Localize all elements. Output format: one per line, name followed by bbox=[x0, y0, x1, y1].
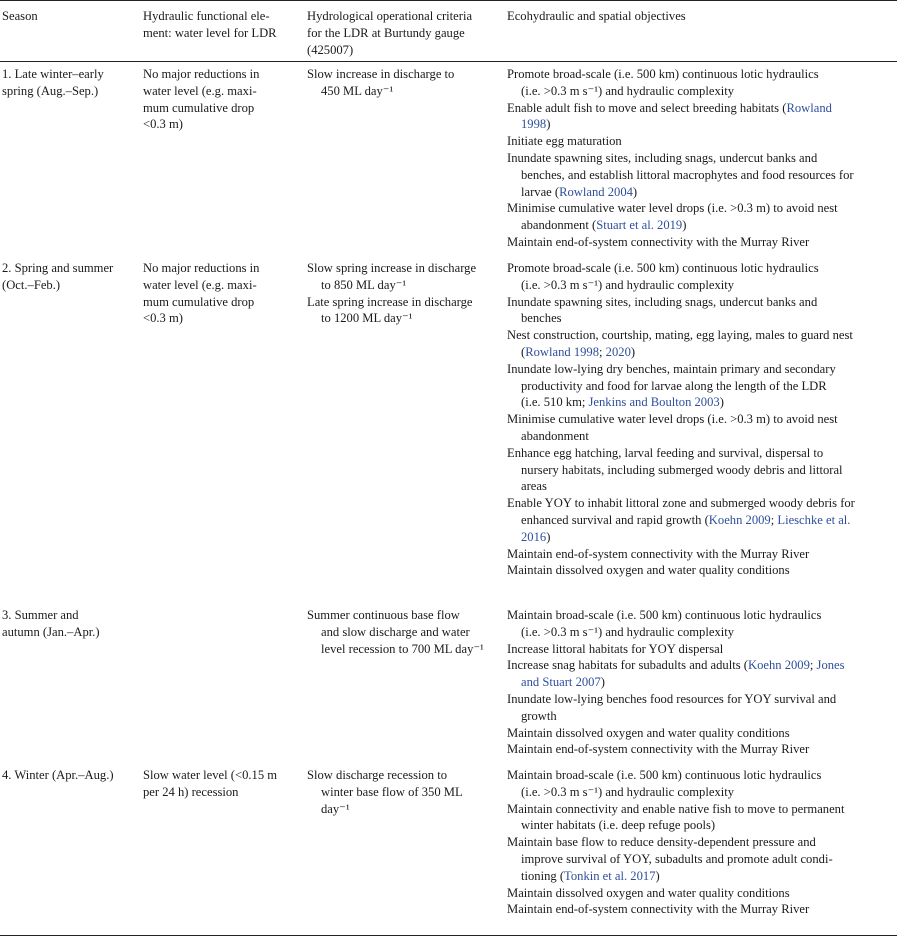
objective-item bbox=[507, 767, 897, 801]
objective-line: Minimise cumulative water level drops (i.e. >0.3 m) to avoid nest bbox=[507, 201, 838, 216]
objective-item bbox=[507, 901, 897, 918]
hydraulic-line: mum cumulative drop bbox=[143, 100, 255, 115]
objective-item bbox=[507, 725, 897, 742]
objective-line: (i.e. >0.3 m s⁻¹) and hydraulic complexity bbox=[521, 624, 735, 639]
objective-line: Maintain broad-scale (i.e. 500 km) continuous lotic hydraulics bbox=[507, 608, 822, 622]
objective-line: (Rowland 1998; 2020) bbox=[521, 344, 636, 359]
objective-line: (i.e. >0.3 m s⁻¹) and hydraulic complexity bbox=[521, 784, 735, 799]
objective-line: abandonment bbox=[521, 428, 589, 443]
hydraulic-cell bbox=[143, 66, 301, 133]
hydraulic-cell bbox=[143, 767, 301, 801]
objective-line: Maintain end-of-system connectivity with the Murray River bbox=[507, 546, 810, 561]
hydraulic-line: water level (e.g. maxi- bbox=[143, 83, 257, 98]
season-cell bbox=[2, 66, 136, 100]
objective-line: nursery habitats, including submerged woody debris and littoral bbox=[521, 462, 843, 477]
objective-item bbox=[507, 607, 897, 641]
citation-link: Stuart et al. 2019 bbox=[596, 218, 683, 233]
objective-line: abandonment (Stuart et al. 2019) bbox=[521, 218, 687, 233]
citation-link: 1998 bbox=[521, 117, 547, 132]
objective-line: Minimise cumulative water level drops (i.e. >0.3 m) to avoid nest bbox=[507, 412, 838, 427]
criteria-line: Slow discharge recession to bbox=[307, 768, 448, 782]
objective-item bbox=[507, 66, 897, 100]
criteria-line: Summer continuous base flow bbox=[307, 608, 460, 622]
objective-line: (i.e. >0.3 m s⁻¹) and hydraulic complexity bbox=[521, 83, 735, 98]
objective-item bbox=[507, 741, 897, 758]
objective-line: Increase littoral habitats for YOY dispersal bbox=[507, 641, 724, 656]
season-line: (Oct.–Feb.) bbox=[2, 277, 61, 292]
objective-line: Maintain dissolved oxygen and water quality conditions bbox=[507, 885, 790, 900]
objective-line: and Stuart 2007) bbox=[521, 675, 605, 690]
hydraulic-line: per 24 h) recession bbox=[143, 784, 239, 799]
objective-item bbox=[507, 801, 897, 835]
objective-line: productivity and food for larvae along the length of the LDR bbox=[521, 378, 827, 393]
objective-line: benches, and establish littoral macrophytes and food resources for bbox=[521, 167, 854, 182]
criteria-line: to 1200 ML day⁻¹ bbox=[321, 311, 413, 326]
citation-link: Rowland bbox=[786, 100, 832, 115]
citation-link: Jones bbox=[816, 658, 845, 673]
criteria-cell bbox=[307, 260, 503, 327]
objective-line: Maintain dissolved oxygen and water quality conditions bbox=[507, 563, 790, 578]
objective-line: Enable YOY to inhabit littoral zone and submerged woody debris for bbox=[507, 496, 855, 511]
season-line: 2. Spring and summer bbox=[2, 261, 114, 275]
header-season: Season bbox=[2, 9, 38, 23]
objective-line: Maintain dissolved oxygen and water quality conditions bbox=[507, 725, 790, 740]
citation-link: Koehn 2009 bbox=[708, 512, 771, 527]
objective-line: 2016) bbox=[521, 529, 551, 544]
objective-line: 1998) bbox=[521, 117, 551, 132]
hydraulic-line: <0.3 m) bbox=[143, 117, 183, 132]
objective-item bbox=[507, 133, 897, 150]
citation-link: Tonkin et al. 2017 bbox=[564, 868, 656, 883]
objective-item bbox=[507, 641, 897, 658]
season-line: autumn (Jan.–Apr.) bbox=[2, 624, 100, 639]
criteria-line: and slow discharge and water bbox=[321, 624, 470, 639]
citation-link: Jenkins and Boulton 2003 bbox=[588, 395, 720, 410]
objective-line: Promote broad-scale (i.e. 500 km) continuous lotic hydraulics bbox=[507, 261, 819, 275]
table-body bbox=[0, 62, 897, 935]
season-line: 1. Late winter–early bbox=[2, 67, 104, 81]
objective-item bbox=[507, 260, 897, 294]
objective-item bbox=[507, 327, 897, 361]
objectives-cell bbox=[507, 66, 897, 251]
objective-line: larvae (Rowland 2004) bbox=[521, 184, 638, 199]
criteria-line: Slow increase in discharge to bbox=[307, 67, 455, 81]
objective-item bbox=[507, 361, 897, 411]
hydraulic-cell bbox=[143, 260, 301, 327]
objective-line: enhanced survival and rapid growth (Koehn 2009; Lieschke et al. bbox=[521, 512, 851, 527]
criteria-line: level recession to 700 ML day⁻¹ bbox=[321, 641, 484, 656]
objective-line: tioning (Tonkin et al. 2017) bbox=[521, 868, 660, 883]
citation-link: Koehn 2009 bbox=[747, 658, 810, 673]
criteria-line: day⁻¹ bbox=[321, 801, 350, 816]
season-line: 4. Winter (Apr.–Aug.) bbox=[2, 768, 114, 782]
objective-line: (i.e. 510 km; Jenkins and Boulton 2003) bbox=[521, 395, 724, 410]
objective-line: Inundate spawning sites, including snags, undercut banks and bbox=[507, 150, 818, 165]
citation-link: Lieschke et al. bbox=[777, 512, 851, 527]
objective-line: Maintain connectivity and enable native fish to move to permanent bbox=[507, 801, 845, 816]
objective-line: winter habitats (i.e. deep refuge pools) bbox=[521, 818, 716, 833]
objective-line: Maintain end-of-system connectivity with the Murray River bbox=[507, 902, 810, 917]
objective-item bbox=[507, 411, 897, 445]
objective-line: areas bbox=[521, 479, 547, 494]
criteria-line: 450 ML day⁻¹ bbox=[321, 83, 394, 98]
season-line: 3. Summer and bbox=[2, 608, 79, 622]
objectives-cell bbox=[507, 607, 897, 758]
citation-link: Rowland 1998 bbox=[525, 344, 600, 359]
objective-item bbox=[507, 100, 897, 134]
objective-line: (i.e. >0.3 m s⁻¹) and hydraulic complexity bbox=[521, 277, 735, 292]
objective-item bbox=[507, 445, 897, 495]
criteria-line: Late spring increase in discharge bbox=[307, 294, 473, 309]
objective-line: Increase snag habitats for subadults and adults (Koehn 2009; Jones bbox=[507, 658, 845, 673]
objective-item bbox=[507, 691, 897, 725]
objective-line: Maintain end-of-system connectivity with the Murray River bbox=[507, 742, 810, 757]
criteria-line: to 850 ML day⁻¹ bbox=[321, 277, 407, 292]
objective-item bbox=[507, 657, 897, 691]
objective-item bbox=[507, 885, 897, 902]
hydraulic-line: water level (e.g. maxi- bbox=[143, 277, 257, 292]
citation-link: Rowland 2004 bbox=[559, 184, 633, 199]
hydraulic-line: No major reductions in bbox=[143, 67, 260, 81]
season-cell bbox=[2, 767, 136, 784]
season-cell bbox=[2, 607, 136, 641]
objective-item bbox=[507, 495, 897, 545]
header-objectives: Ecohydraulic and spatial objectives bbox=[507, 9, 686, 23]
criteria-cell bbox=[307, 607, 503, 657]
season-line: spring (Aug.–Sep.) bbox=[2, 83, 99, 98]
season-cell bbox=[2, 260, 136, 294]
objective-line: benches bbox=[521, 311, 562, 326]
objectives-cell bbox=[507, 260, 897, 579]
objective-line: growth bbox=[521, 708, 557, 723]
objectives-cell bbox=[507, 767, 897, 918]
objective-line: Enable adult fish to move and select breeding habitats (Rowland bbox=[507, 100, 832, 115]
objective-line: Promote broad-scale (i.e. 500 km) continuous lotic hydraulics bbox=[507, 67, 819, 81]
hydraulic-line: <0.3 m) bbox=[143, 311, 183, 326]
objective-line: Inundate low-lying benches food resources for YOY survival and bbox=[507, 691, 837, 706]
header-hydraulic-element: Hydraulic functional ele- ment: water level for LDR bbox=[143, 9, 277, 40]
objective-line: improve survival of YOY, subadults and promote adult condi- bbox=[521, 851, 833, 866]
citation-link: 2016 bbox=[521, 529, 547, 544]
objective-item bbox=[507, 546, 897, 563]
objective-line: Maintain base flow to reduce density-dependent pressure and bbox=[507, 835, 816, 850]
header-operational-criteria: Hydrological operational criteria for the LDR at Burtundy gauge (425007) bbox=[307, 9, 473, 57]
objective-line: Maintain end-of-system connectivity with the Murray River bbox=[507, 234, 810, 249]
bottom-rule bbox=[0, 935, 897, 936]
objective-item bbox=[507, 562, 897, 579]
objective-line: Inundate low-lying dry benches, maintain primary and secondary bbox=[507, 361, 836, 376]
citation-link: and Stuart 2007 bbox=[521, 675, 601, 690]
objective-item bbox=[507, 150, 897, 200]
objective-line: Initiate egg maturation bbox=[507, 134, 622, 149]
objective-line: Enhance egg hatching, larval feeding and survival, dispersal to bbox=[507, 445, 824, 460]
hydraulic-line: No major reductions in bbox=[143, 261, 260, 275]
objective-item bbox=[507, 834, 897, 884]
objective-line: Nest construction, courtship, mating, egg laying, males to guard nest bbox=[507, 328, 853, 343]
criteria-line: winter base flow of 350 ML bbox=[321, 784, 463, 799]
criteria-cell bbox=[307, 66, 503, 100]
objective-item bbox=[507, 200, 897, 234]
hydraulic-line: Slow water level (<0.15 m bbox=[143, 768, 278, 782]
citation-link: 2020 bbox=[605, 344, 631, 359]
objective-line: Inundate spawning sites, including snags, undercut banks and bbox=[507, 294, 818, 309]
criteria-cell bbox=[307, 767, 503, 817]
objective-item bbox=[507, 234, 897, 251]
table-header bbox=[0, 1, 897, 61]
hydraulic-line: mum cumulative drop bbox=[143, 294, 255, 309]
criteria-line: Slow spring increase in discharge bbox=[307, 261, 477, 275]
objective-line: Maintain broad-scale (i.e. 500 km) continuous lotic hydraulics bbox=[507, 768, 822, 782]
objective-item bbox=[507, 294, 897, 328]
